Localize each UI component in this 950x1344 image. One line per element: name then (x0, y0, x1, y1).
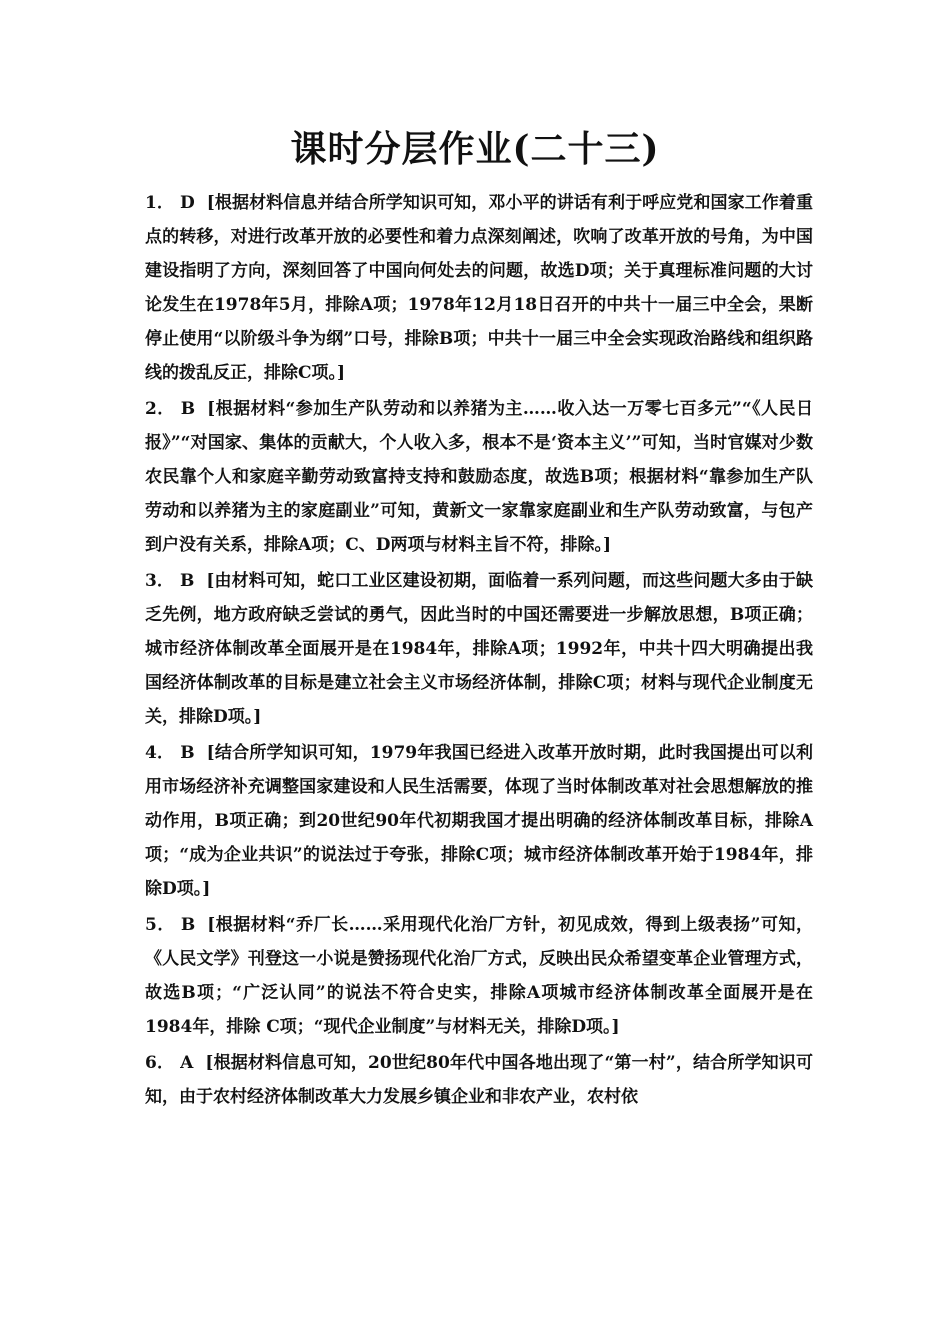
answer-number: 2． (145, 399, 175, 419)
answer-item-4 (145, 736, 813, 906)
answer-choice: B (180, 399, 196, 419)
answer-choice: B (180, 743, 195, 763)
answer-number: 5． (145, 915, 175, 935)
answer-explanation: [结合所学知识可知，1979年我国已经进入改革开放时期，此时我国提出可以利用市场经济补充调整国家建设和人民生活需要，体现了当时体制改革对社会思想解放的推动作用，B项正确；到20世纪90年代初期我国才提出明确的经济体制改革目标，排除A项；“成为企业共识”的说法过于夸张，排除C项；城市经济体制改革开始于1984年，排除D项。] (145, 743, 813, 899)
answer-explanation: [根据材料信息并结合所学知识可知，邓小平的讲话有利于呼应党和国家工作着重点的转移，对进行改革开放的必要性和着力点深刻阐述，吹响了改革开放的号角，为中国建设指明了方向，深刻回答了中国向何处去的问题，故选D项；关于真理标准问题的大讨论发生在1978年5月，排除A项；1978年12月18日召开的中共十一届三中全会，果断停止使用“以阶级斗争为纲”口号，排除B项；中共十一届三中全会实现政治路线和组织路线的拨乱反正，排除C项。] (145, 193, 813, 383)
answer-choice: B (180, 915, 196, 935)
answer-choice: D (180, 193, 195, 213)
answer-number: 1． (145, 193, 175, 213)
answer-item-3 (145, 564, 813, 734)
answer-item-2 (145, 392, 813, 562)
answer-list (145, 186, 813, 1116)
answer-explanation: [根据材料“乔厂长……采用现代化治厂方针，初见成效，得到上级表扬”可知，《人民文学》刊登这一小说是赞扬现代化治厂方式，反映出民众希望变革企业管理方式，故选B项；“广泛认同”的说法不符合史实，排除A项城市经济体制改革全面展开是在1984年，排除 C项；“现代企业制度”与材料无关，排除D项。] (145, 915, 813, 1037)
answer-item-6 (145, 1046, 813, 1114)
answer-choice: B (180, 571, 195, 591)
answer-item-1 (145, 186, 813, 390)
answer-number: 4． (145, 743, 175, 763)
answer-explanation: [由材料可知，蛇口工业区建设初期，面临着一系列问题，而这些问题大多由于缺乏先例，地方政府缺乏尝试的勇气，因此当时的中国还需要进一步解放思想，B项正确；城市经济体制改革全面展开是在1984年，排除A项；1992年，中共十四大明确提出我国经济体制改革的目标是建立社会主义市场经济体制，排除C项；材料与现代企业制度无关，排除D项。] (145, 571, 813, 727)
answer-explanation: [根据材料信息可知，20世纪80年代中国各地出现了“第一村”，结合所学知识可知，由于农村经济体制改革大力发展乡镇企业和非农产业，农村依 (145, 1053, 813, 1107)
page-title: 课时分层作业(二十三) (290, 128, 660, 170)
answer-explanation: [根据材料“参加生产队劳动和以养猪为主……收入达一万零七百多元”“《人民日报》”“对国家、集体的贡献大，个人收入多，根本不是‘资本主义’”可知，当时官媒对少数农民靠个人和家庭辛勤劳动致富持支持和鼓励态度，故选B项；根据材料“靠参加生产队劳动和以养猪为主的家庭副业”可知，黄新文一家靠家庭副业和生产队劳动致富，与包产到户没有关系，排除A项；C、D两项与材料主旨不符，排除。] (145, 399, 813, 555)
answer-choice: A (180, 1053, 194, 1073)
answer-number: 3． (145, 571, 175, 591)
answer-number: 6． (145, 1053, 175, 1073)
answer-item-5 (145, 908, 813, 1044)
